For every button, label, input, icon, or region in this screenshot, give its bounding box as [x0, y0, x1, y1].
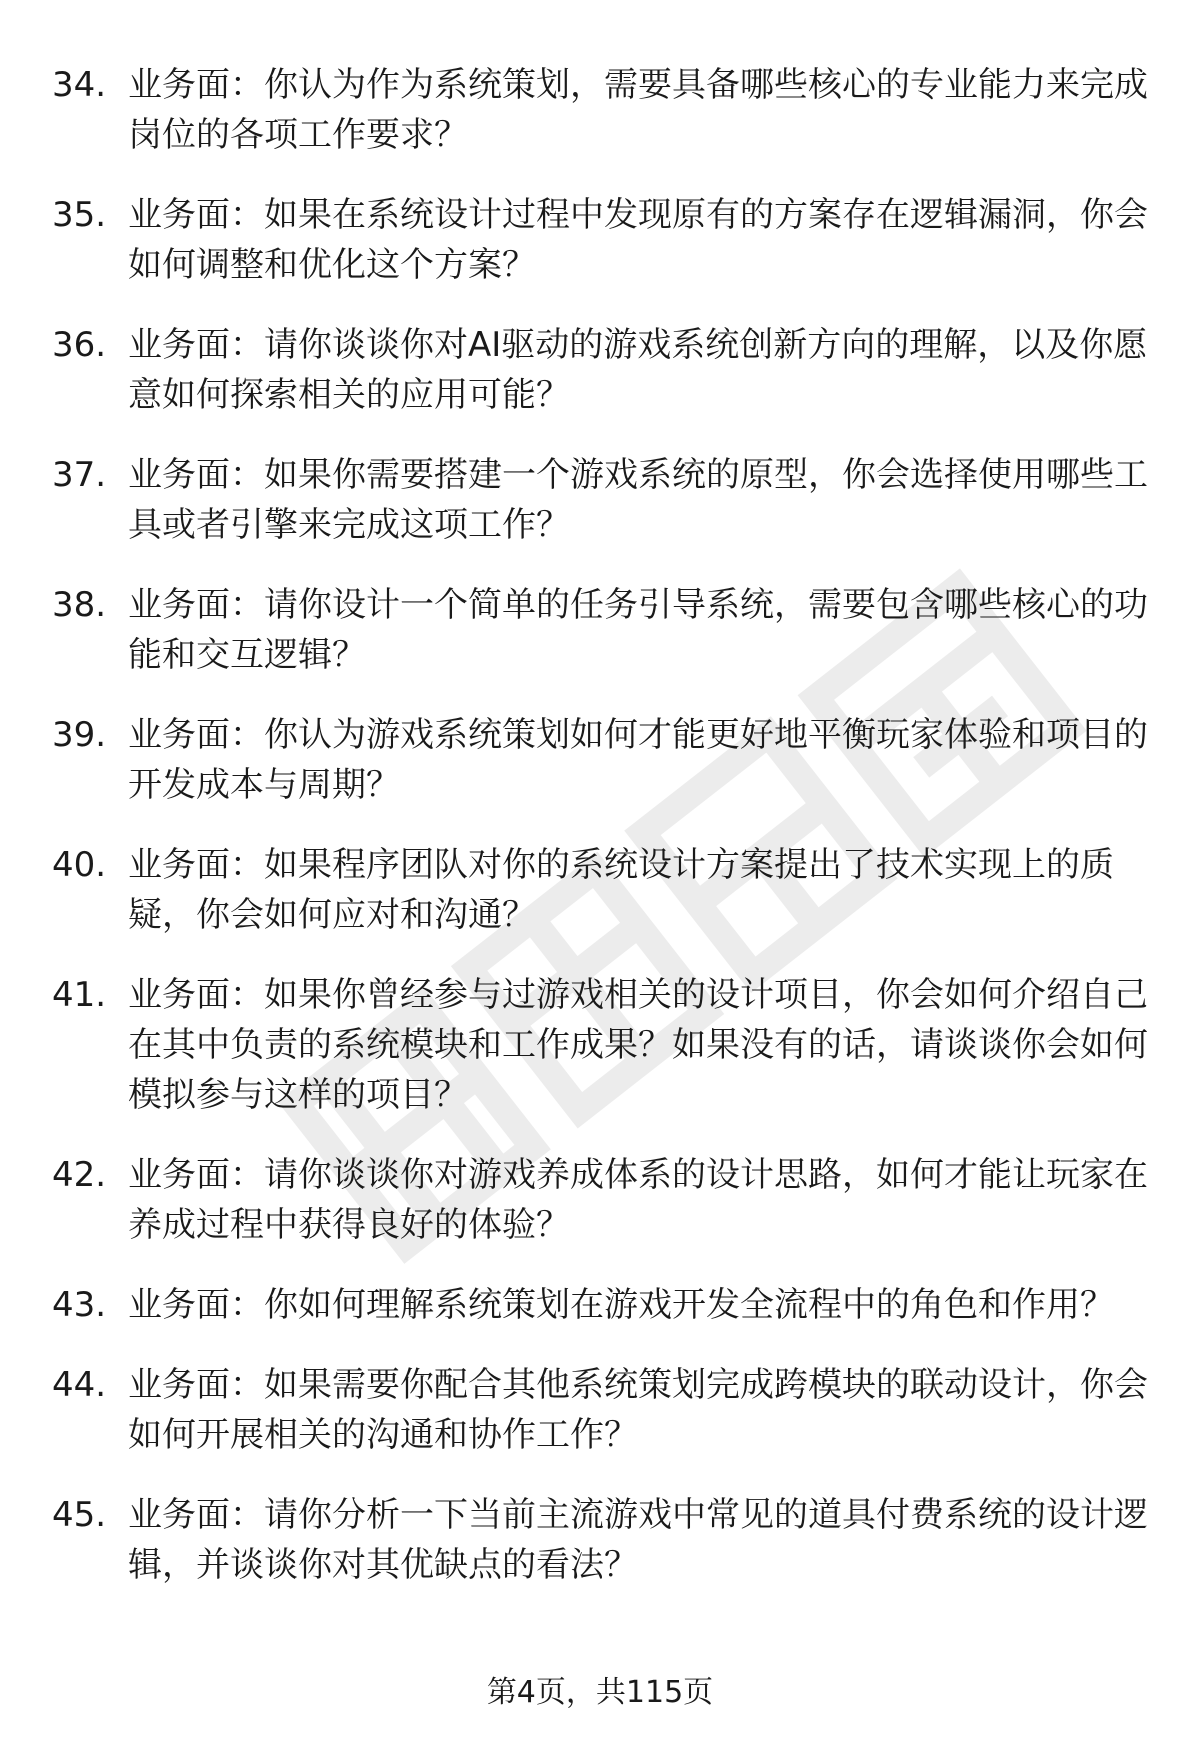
question-text: 业务面：请你谈谈你对游戏养成体系的设计思路，如何才能让玩家在养成过程中获得良好的体验？	[128, 1155, 1148, 1245]
question-item	[52, 580, 1148, 680]
question-item	[52, 1280, 1148, 1330]
question-item	[52, 1150, 1148, 1250]
question-text: 业务面：你认为作为系统策划，需要具备哪些核心的专业能力来完成岗位的各项工作要求？	[128, 65, 1148, 155]
question-item	[52, 840, 1148, 940]
question-number: 36.	[52, 325, 107, 365]
question-item	[52, 450, 1148, 550]
question-number: 37.	[52, 455, 107, 495]
question-text: 业务面：如果需要你配合其他系统策划完成跨模块的联动设计，你会如何开展相关的沟通和协作工作？	[128, 1365, 1148, 1455]
question-number: 39.	[52, 715, 107, 755]
page-number-label: 第4页，共115页	[486, 1675, 714, 1710]
question-item	[52, 1360, 1148, 1460]
question-text: 业务面：请你设计一个简单的任务引导系统，需要包含哪些核心的功能和交互逻辑？	[128, 585, 1148, 675]
question-text: 业务面：你如何理解系统策划在游戏开发全流程中的角色和作用？	[128, 1285, 1114, 1325]
question-text: 业务面：如果在系统设计过程中发现原有的方案存在逻辑漏洞，你会如何调整和优化这个方案？	[128, 195, 1148, 285]
question-item	[52, 970, 1148, 1120]
question-item	[52, 1490, 1148, 1590]
question-text: 业务面：请你分析一下当前主流游戏中常见的道具付费系统的设计逻辑，并谈谈你对其优缺点的看法？	[128, 1495, 1148, 1585]
question-number: 35.	[52, 195, 107, 235]
question-item	[52, 710, 1148, 810]
question-number: 44.	[52, 1365, 107, 1405]
question-number: 45.	[52, 1495, 107, 1535]
question-list	[52, 60, 1148, 1620]
page-footer	[0, 1673, 1200, 1713]
question-text: 业务面：如果你曾经参与过游戏相关的设计项目，你会如何介绍自己在其中负责的系统模块和工作成果？如果没有的话，请谈谈你会如何模拟参与这样的项目？	[128, 975, 1148, 1115]
question-text: 业务面：请你谈谈你对AI驱动的游戏系统创新方向的理解，以及你愿意如何探索相关的应用可能？	[128, 325, 1148, 415]
question-item	[52, 60, 1148, 160]
question-number: 43.	[52, 1285, 107, 1325]
question-number: 41.	[52, 975, 107, 1015]
question-item	[52, 320, 1148, 420]
question-number: 40.	[52, 845, 107, 885]
question-number: 38.	[52, 585, 107, 625]
question-text: 业务面：你认为游戏系统策划如何才能更好地平衡玩家体验和项目的开发成本与周期？	[128, 715, 1148, 805]
question-number: 42.	[52, 1155, 107, 1195]
question-number: 34.	[52, 65, 107, 105]
question-item	[52, 190, 1148, 290]
question-text: 业务面：如果程序团队对你的系统设计方案提出了技术实现上的质疑，你会如何应对和沟通？	[128, 845, 1114, 935]
question-text: 业务面：如果你需要搭建一个游戏系统的原型，你会选择使用哪些工具或者引擎来完成这项工作？	[128, 455, 1148, 545]
